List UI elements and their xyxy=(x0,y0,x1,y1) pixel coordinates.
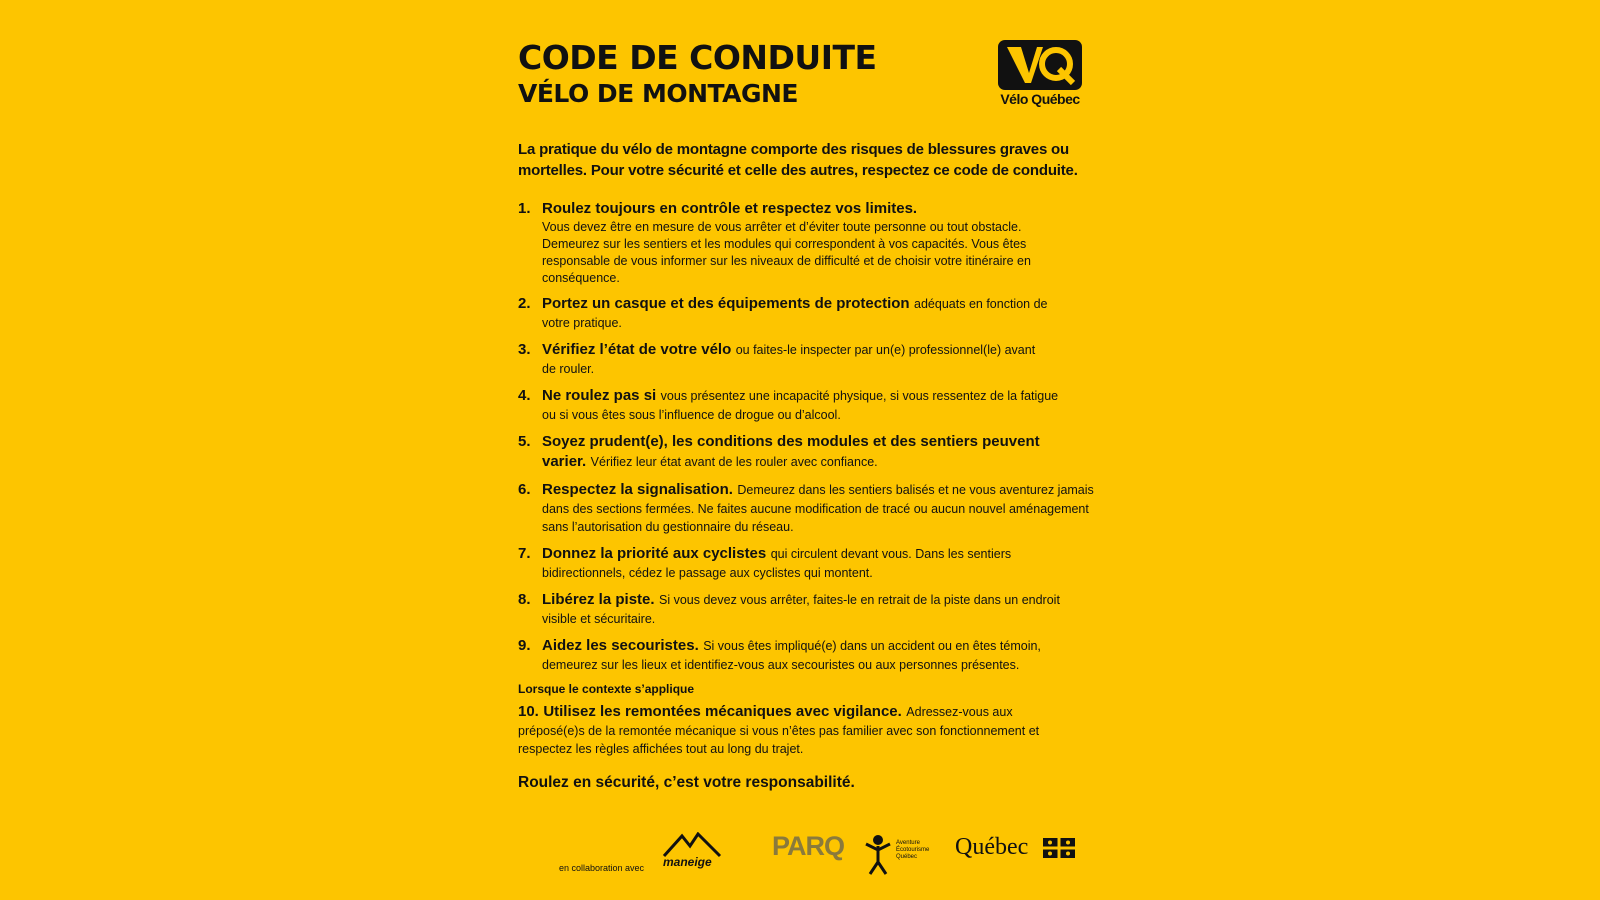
rule-heading: Portez un casque et des équipements de protection xyxy=(542,295,910,312)
rule-item xyxy=(518,199,1088,287)
rule-item xyxy=(518,544,1062,582)
rule-item xyxy=(518,480,1102,536)
collab-label: en collaboration avec xyxy=(559,863,645,873)
intro-paragraph: La pratique du vélo de montagne comporte des risques de blessures graves ou mortelles. Pour votre sécurité et celle des autres, respectez ce code de conduite. xyxy=(518,141,1078,179)
rule-heading: Libérez la piste. xyxy=(542,591,655,608)
parq-wordmark: PARQ xyxy=(772,831,845,861)
rule-item xyxy=(518,386,1062,424)
rule-text: Si vous devez vous arrêter, faites-le en retrait de la piste dans un endroit visible et sécuritaire. xyxy=(542,593,1060,626)
rule-text: ou faites-le inspecter par un(e) professionnel(le) avant de rouler. xyxy=(542,343,1036,376)
context-label: Lorsque le contexte s’applique xyxy=(518,682,695,696)
rule-text: Demeurez dans les sentiers balisés et ne vous aventurez jamais dans des sections fermées. Ne faites aucune modification de tracé ou aucun nouvel aménagement sans l’autorisation du gestionnaire du réseau. xyxy=(542,483,1094,534)
rule-item xyxy=(518,432,1062,472)
rule-number: 5. xyxy=(518,433,531,450)
rule-number: 7. xyxy=(518,545,531,562)
parq-logo xyxy=(772,831,845,861)
aventure-figure-icon xyxy=(860,832,896,876)
rule-item xyxy=(518,340,1052,378)
closing-statement: Roulez en sécurité, c’est votre responsabilité. xyxy=(518,774,855,791)
page-title: CODE DE CONDUITE xyxy=(518,38,877,77)
rules-list xyxy=(518,199,1094,674)
rule-heading: Soyez prudent(e), les conditions des modules et des sentiers peuvent varier. xyxy=(542,433,1040,470)
aventure-wordmark: Aventure Écotourisme Québec xyxy=(896,840,930,860)
rule-heading: Respectez la signalisation. xyxy=(542,481,733,498)
rule-text: qui circulent devant vous. Dans les sentiers bidirectionnels, cédez le passage aux cyclistes qui montent. xyxy=(542,547,1012,580)
quebec-flag-icon xyxy=(1043,838,1075,858)
rule-text: Adressez-vous aux préposé(e)s de la remontée mécanique si vous n’êtes pas familier avec son fonctionnement et respectez les règles affichées tout au long du trajet. xyxy=(518,705,1040,756)
rule-heading: Roulez toujours en contrôle et respectez vos limites. xyxy=(542,200,918,217)
quebec-wordmark: Québec xyxy=(955,834,1029,860)
rule-text: Vérifiez leur état avant de les rouler avec confiance. xyxy=(590,455,878,469)
rule-number: 9. xyxy=(518,637,531,654)
rule-heading: Aidez les secouristes. xyxy=(542,637,699,654)
rule-heading: Ne roulez pas si xyxy=(542,387,657,404)
rule-text: vous présentez une incapacité physique, si vous ressentez de la fatigue ou si vous êtes sous l’influence de drogue ou d’alcool. xyxy=(542,389,1059,422)
rule-item xyxy=(518,636,1082,674)
logo-text: Vélo Québec xyxy=(1000,91,1080,107)
rule-item-10 xyxy=(518,702,1078,758)
rule-item xyxy=(518,294,1052,332)
aventure-ecotourisme-logo xyxy=(860,832,940,881)
rule-text: Si vous êtes impliqué(e) dans un accident ou en êtes témoin, demeurez sur les lieux et identifiez-vous aux secouristes ou aux personnes présentes. xyxy=(542,639,1041,672)
rule-item xyxy=(518,590,1062,628)
rule-number: 10. xyxy=(518,703,539,720)
rule-text: adéquats en fonction de votre pratique. xyxy=(542,297,1048,330)
rule-number: 4. xyxy=(518,387,531,404)
page-subtitle: VÉLO DE MONTAGNE xyxy=(518,79,798,108)
partners-footer xyxy=(0,830,1600,890)
rule-heading: Vérifiez l’état de votre vélo xyxy=(542,341,732,358)
rule-heading: Donnez la priorité aux cyclistes xyxy=(542,545,767,562)
rule-number: 1. xyxy=(518,200,531,217)
rule-number: 3. xyxy=(518,341,531,358)
rule-number: 6. xyxy=(518,481,531,498)
rule-number: 8. xyxy=(518,591,531,608)
rule-heading: Utilisez les remontées mécaniques avec vigilance. xyxy=(543,703,902,720)
velo-quebec-logo xyxy=(998,40,1082,107)
maneige-wordmark: maneige xyxy=(663,855,712,869)
rule-text: Vous devez être en mesure de vous arrêter et d’éviter toute personne ou tout obstacle. Demeurez sur les sentiers et les modules qui correspondent à vos capacités. Vous êtes responsable de vous informer sur les niveaux de difficulté et de choisir votre itinéraire en conséquence. xyxy=(542,220,1031,285)
maneige-logo xyxy=(660,832,750,869)
rule-number: 2. xyxy=(518,295,531,312)
vq-logo-icon xyxy=(998,40,1082,90)
